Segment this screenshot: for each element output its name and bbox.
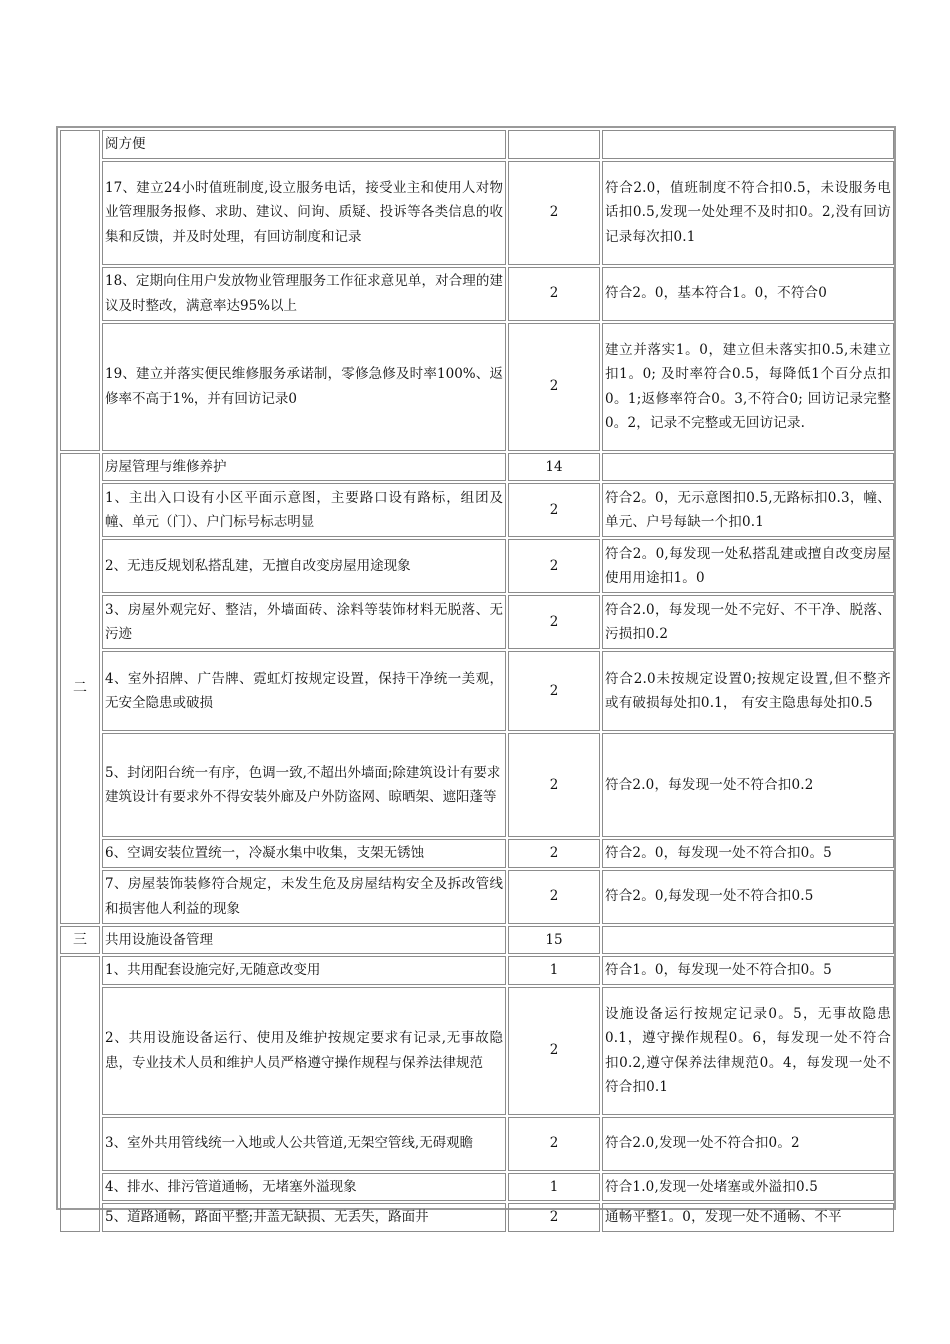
table-row [60, 733, 894, 837]
section-number-cell [60, 130, 100, 451]
standard-cell: 符合2。0，基本符合1。0，不符合0 [602, 267, 894, 321]
table-row [60, 323, 894, 451]
item-cell: 6、空调安装位置统一，冷凝水集中收集，支架无锈蚀 [102, 839, 506, 868]
item-cell: 3、室外共用管线统一入地或人公共管道,无架空管线,无碍观瞻 [102, 1117, 506, 1171]
item-cell: 4、室外招牌、广告牌、霓虹灯按规定设置，保持干净统一美观，无安全隐患或破损 [102, 651, 506, 731]
table-row [60, 453, 894, 482]
table-row [60, 130, 894, 159]
score-cell: 2 [508, 733, 600, 837]
table-row [60, 595, 894, 649]
score-cell: 2 [508, 1117, 600, 1171]
table-row [60, 267, 894, 321]
table-row [60, 483, 894, 537]
standard-cell: 符合2.0，每发现一处不符合扣0.2 [602, 733, 894, 837]
standard-cell: 建立并落实1。0，建立但未落实扣0.5,未建立扣1。0; 及时率符合0.5，每降低1个百分点扣0。1;返修率符合0。3,不符合0; 回访记录完整0。2，记录不完整或无回访记录. [602, 323, 894, 451]
item-cell: 阅方便 [102, 130, 506, 159]
score-cell: 15 [508, 926, 600, 955]
score-cell: 2 [508, 539, 600, 593]
item-cell: 7、房屋装饰装修符合规定，未发生危及房屋结构安全及拆改管线和损害他人利益的现象 [102, 870, 506, 924]
standard-cell: 通畅平整1。0，发现一处不通畅、不平 [602, 1203, 894, 1232]
score-cell: 2 [508, 483, 600, 537]
table-row [60, 926, 894, 955]
section-title-cell: 房屋管理与维修养护 [102, 453, 506, 482]
item-cell: 4、排水、排污管道通畅，无堵塞外溢现象 [102, 1173, 506, 1202]
standard-cell: 符合2.0，每发现一处不完好、不干净、脱落、污损扣0.2 [602, 595, 894, 649]
table-row [60, 1173, 894, 1202]
table-row [60, 956, 894, 985]
table-row [60, 161, 894, 265]
standard-cell: 符合2。0,每发现一处不符合扣0.5 [602, 870, 894, 924]
standard-cell [602, 453, 894, 482]
standard-cell: 符合1.0,发现一处堵塞或外溢扣0.5 [602, 1173, 894, 1202]
item-cell: 17、建立24小时值班制度,设立服务电话，接受业主和使用人对物业管理服务报修、求助、建议、问询、质疑、投诉等各类信息的收集和反馈，并及时处理，有回访制度和记录 [102, 161, 506, 265]
standard-cell: 符合2。0,每发现一处私搭乱建或擅自改变房屋使用用途扣1。0 [602, 539, 894, 593]
section-number-cell [60, 956, 100, 1232]
item-cell: 5、封闭阳台统一有序，色调一致,不超出外墙面;除建筑设计有要求 建筑设计有要求外不得安装外廊及户外防盗网、晾晒架、遮阳蓬等 [102, 733, 506, 837]
table-row [60, 987, 894, 1115]
score-cell: 2 [508, 1203, 600, 1232]
score-cell: 2 [508, 161, 600, 265]
section-number-cell: 三 [60, 926, 100, 955]
table-row [60, 651, 894, 731]
table-row [60, 1117, 894, 1171]
score-cell: 2 [508, 870, 600, 924]
score-cell: 1 [508, 956, 600, 985]
table-row [60, 839, 894, 868]
item-cell: 1、共用配套设施完好,无随意改变用 [102, 956, 506, 985]
evaluation-table-page [56, 126, 896, 1225]
item-cell: 19、建立并落实便民维修服务承诺制，零修急修及时率100%、返修率不高于1%，并有回访记录0 [102, 323, 506, 451]
standard-cell: 符合2。0，无示意图扣0.5,无路标扣0.3，幢、单元、户号每缺一个扣0.1 [602, 483, 894, 537]
score-cell: 2 [508, 595, 600, 649]
item-cell: 3、房屋外观完好、整洁，外墙面砖、涂料等装饰材料无脱落、无污迹 [102, 595, 506, 649]
standard-cell: 设施设备运行按规定记录0。5，无事故隐患0.1，遵守操作规程0。6，每发现一处不符合扣0.2,遵守保养法律规范0。4，每发现一处不符合扣0.1 [602, 987, 894, 1115]
score-cell: 14 [508, 453, 600, 482]
score-cell: 1 [508, 1173, 600, 1202]
score-cell [508, 130, 600, 159]
item-cell: 1、主出入口设有小区平面示意图，主要路口设有路标，组团及幢、单元（门）、户门标号标志明显 [102, 483, 506, 537]
item-cell: 5、道路通畅，路面平整;井盖无缺损、无丢失，路面井 [102, 1203, 506, 1232]
score-cell: 2 [508, 323, 600, 451]
item-cell: 2、共用设施设备运行、使用及维护按规定要求有记录,无事故隐患，专业技术人员和维护人员严格遵守操作规程与保养法律规范 [102, 987, 506, 1115]
evaluation-table [58, 128, 896, 1234]
score-cell: 2 [508, 267, 600, 321]
item-cell: 18、定期向住用户发放物业管理服务工作征求意见单，对合理的建议及时整改，满意率达95%以上 [102, 267, 506, 321]
section-number-cell: 二 [60, 453, 100, 924]
standard-cell [602, 926, 894, 955]
standard-cell: 符合2.0未按规定设置0;按规定设置,但不整齐或有破损每处扣0.1， 有安主隐患每处扣0.5 [602, 651, 894, 731]
score-cell: 2 [508, 987, 600, 1115]
standard-cell [602, 130, 894, 159]
score-cell: 2 [508, 839, 600, 868]
standard-cell: 符合2.0，值班制度不符合扣0.5，未设服务电话扣0.5,发现一处处理不及时扣0。2,没有回访记录每次扣0.1 [602, 161, 894, 265]
table-row [60, 870, 894, 924]
section-title-cell: 共用设施设备管理 [102, 926, 506, 955]
item-cell: 2、无违反规划私搭乱建，无擅自改变房屋用途现象 [102, 539, 506, 593]
standard-cell: 符合2.0,发现一处不符合扣0。2 [602, 1117, 894, 1171]
standard-cell: 符合2。0，每发现一处不符合扣0。5 [602, 839, 894, 868]
standard-cell: 符合1。0，每发现一处不符合扣0。5 [602, 956, 894, 985]
table-row [60, 1203, 894, 1232]
table-row [60, 539, 894, 593]
score-cell: 2 [508, 651, 600, 731]
